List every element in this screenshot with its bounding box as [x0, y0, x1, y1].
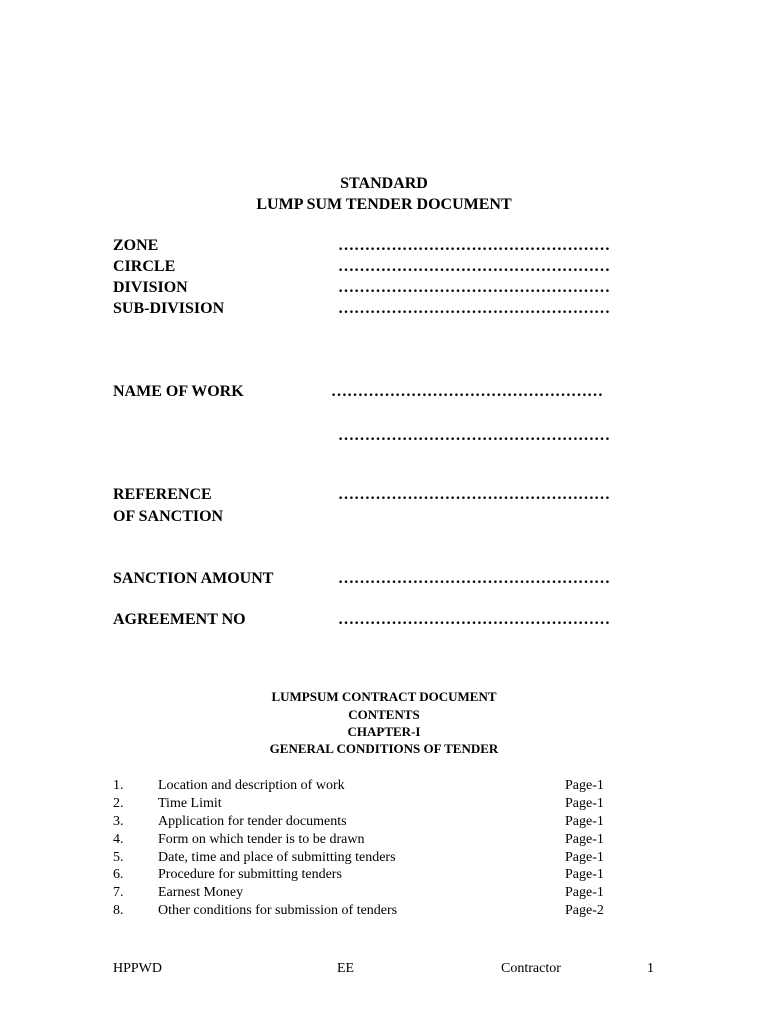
toc-number: 2. [113, 796, 124, 811]
toc-title: Procedure for submitting tenders [158, 867, 342, 882]
toc-page: Page-1 [565, 832, 604, 847]
footer-center: EE [337, 961, 355, 976]
zone-value: …………………………………………… [338, 237, 610, 254]
footer-right: Contractor [501, 961, 561, 976]
toc-number: 1. [113, 778, 124, 793]
sanction-amount-label: SANCTION AMOUNT [113, 570, 274, 587]
toc-title: Time Limit [158, 796, 222, 811]
toc-page: Page-1 [565, 814, 604, 829]
reference-value: …………………………………………… [338, 486, 610, 503]
toc-page: Page-1 [565, 885, 604, 900]
contents-heading-line3: CHAPTER-I [347, 724, 421, 739]
document-title-line1: STANDARD [340, 175, 428, 192]
sub-division-value: …………………………………………… [338, 300, 610, 317]
agreement-no-value: …………………………………………… [338, 611, 610, 628]
toc-number: 6. [113, 867, 124, 882]
document-title-line2: LUMP SUM TENDER DOCUMENT [256, 196, 512, 213]
toc-page: Page-1 [565, 850, 604, 865]
name-of-work-value-line2: …………………………………………… [338, 427, 610, 444]
of-sanction-label: OF SANCTION [113, 508, 224, 525]
toc-title: Other conditions for submission of tenders [158, 903, 398, 918]
contents-heading-line2: CONTENTS [348, 707, 420, 722]
toc-title: Earnest Money [158, 885, 244, 900]
toc-page: Page-1 [565, 796, 604, 811]
toc-title: Date, time and place of submitting tenders [158, 850, 396, 865]
division-value: …………………………………………… [338, 279, 610, 296]
zone-label: ZONE [113, 237, 159, 254]
toc-page: Page-2 [565, 903, 604, 918]
toc-number: 3. [113, 814, 124, 829]
page-number: 1 [647, 961, 654, 976]
agreement-no-label: AGREEMENT NO [113, 611, 246, 628]
toc-number: 7. [113, 885, 124, 900]
sanction-amount-value: …………………………………………… [338, 570, 610, 587]
reference-label: REFERENCE [113, 486, 212, 503]
toc-page: Page-1 [565, 867, 604, 882]
toc-number: 4. [113, 832, 124, 847]
toc-title: Application for tender documents [158, 814, 347, 829]
division-label: DIVISION [113, 279, 188, 296]
toc-title: Location and description of work [158, 778, 345, 793]
name-of-work-value: …………………………………………… [331, 383, 603, 400]
footer-left: HPPWD [113, 961, 163, 976]
circle-label: CIRCLE [113, 258, 176, 275]
name-of-work-label: NAME OF WORK [113, 383, 244, 400]
sub-division-label: SUB-DIVISION [113, 300, 225, 317]
contents-heading-line1: LUMPSUM CONTRACT DOCUMENT [271, 689, 497, 704]
toc-number: 8. [113, 903, 124, 918]
circle-value: …………………………………………… [338, 258, 610, 275]
toc-page: Page-1 [565, 778, 604, 793]
contents-heading-line4: GENERAL CONDITIONS OF TENDER [269, 741, 499, 756]
toc-title: Form on which tender is to be drawn [158, 832, 365, 847]
toc-number: 5. [113, 850, 124, 865]
